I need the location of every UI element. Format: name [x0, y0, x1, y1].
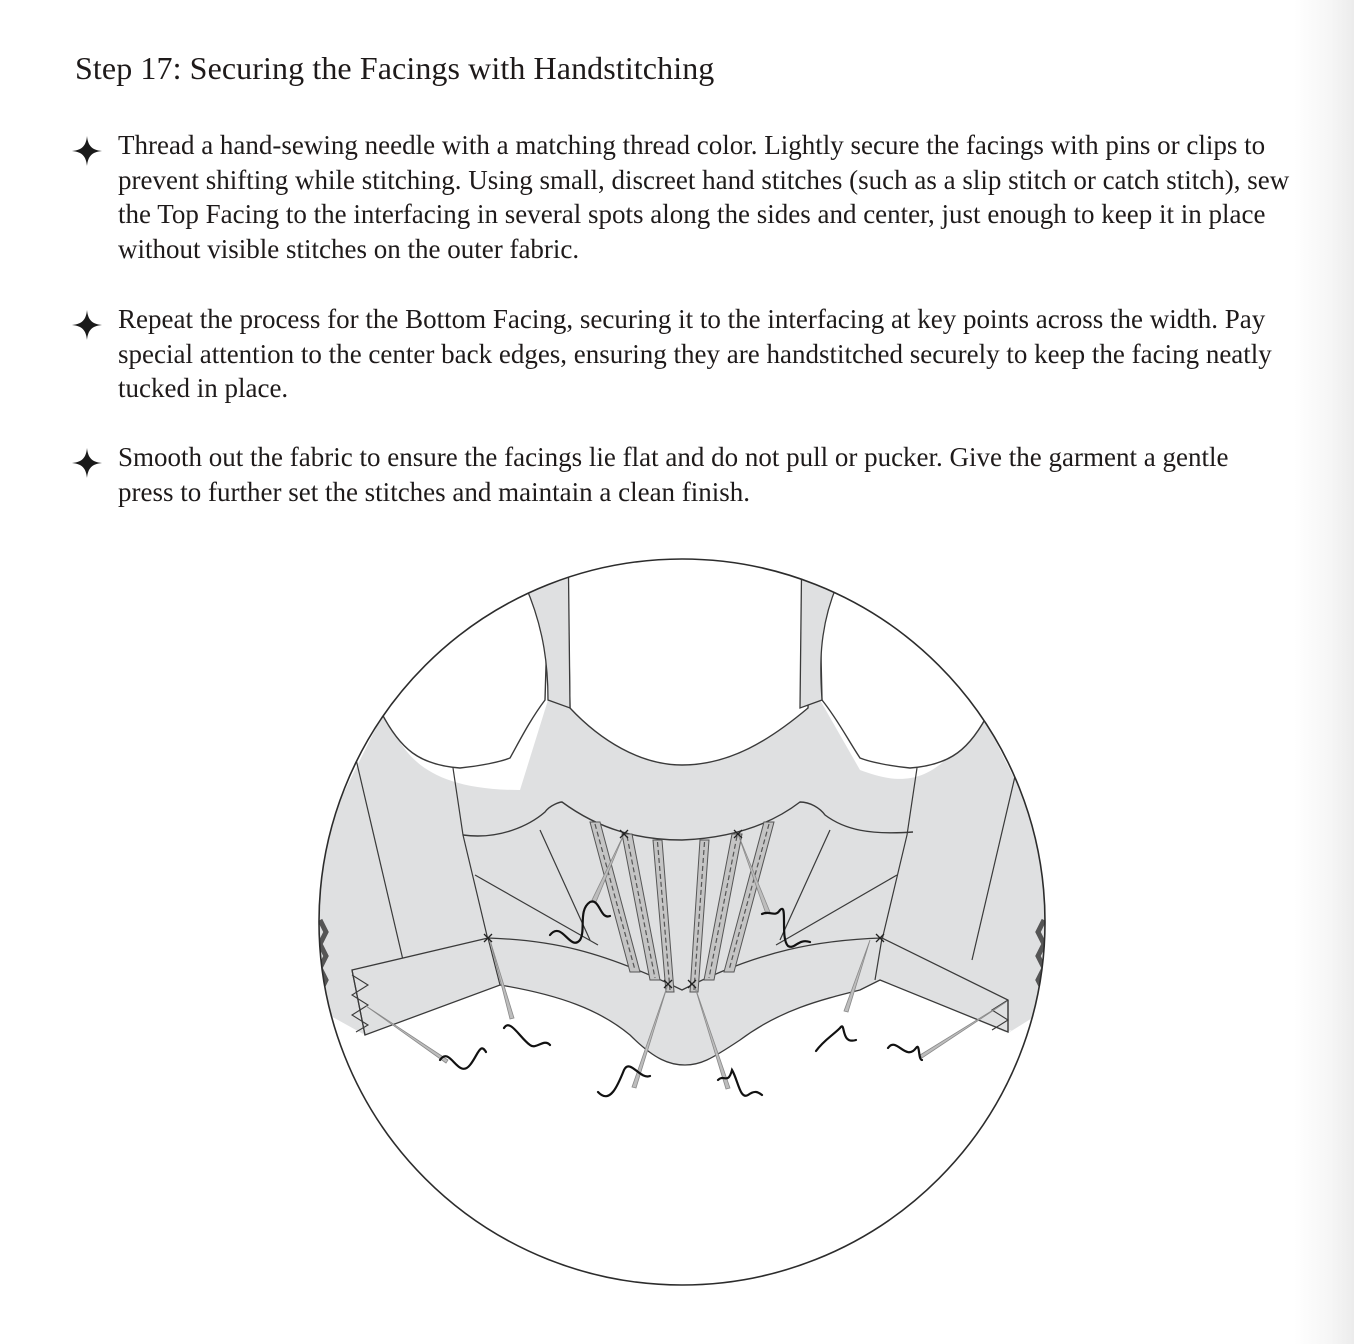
instruction-text: Smooth out the fabric to ensure the facings lie flat and do not pull or pucker. Give the garment a gentle press to further set the stitches and maintain a clean finish. [118, 442, 1229, 507]
instruction-bullet [70, 128, 1290, 266]
instruction-bullet [70, 440, 1290, 509]
instruction-text: Repeat the process for the Bottom Facing, securing it to the interfacing at key points across the width. Pay special attention to the center back edges, ensuring they are handstitched securely to keep the facing neatly tucked in place. [118, 304, 1272, 403]
four-point-star-icon [70, 446, 104, 480]
bodice-illustration [300, 540, 1060, 1300]
four-point-star-icon [70, 134, 104, 168]
instruction-text: Thread a hand-sewing needle with a matching thread color. Lightly secure the facings with pins or clips to prevent shifting while stitching. Using small, discreet hand stitches (such as a slip stitch or catch stitch), sew the Top Facing to the interfacing in several spots along the sides and center, just enough to keep it in place without visible stitches on the outer fabric. [118, 130, 1290, 264]
four-point-star-icon [70, 308, 104, 342]
neckline-cutout [567, 540, 812, 765]
page-title: Step 17: Securing the Facings with Handstitching [75, 50, 715, 86]
instruction-bullet [70, 302, 1290, 406]
page-edge-shadow [1294, 0, 1354, 1344]
